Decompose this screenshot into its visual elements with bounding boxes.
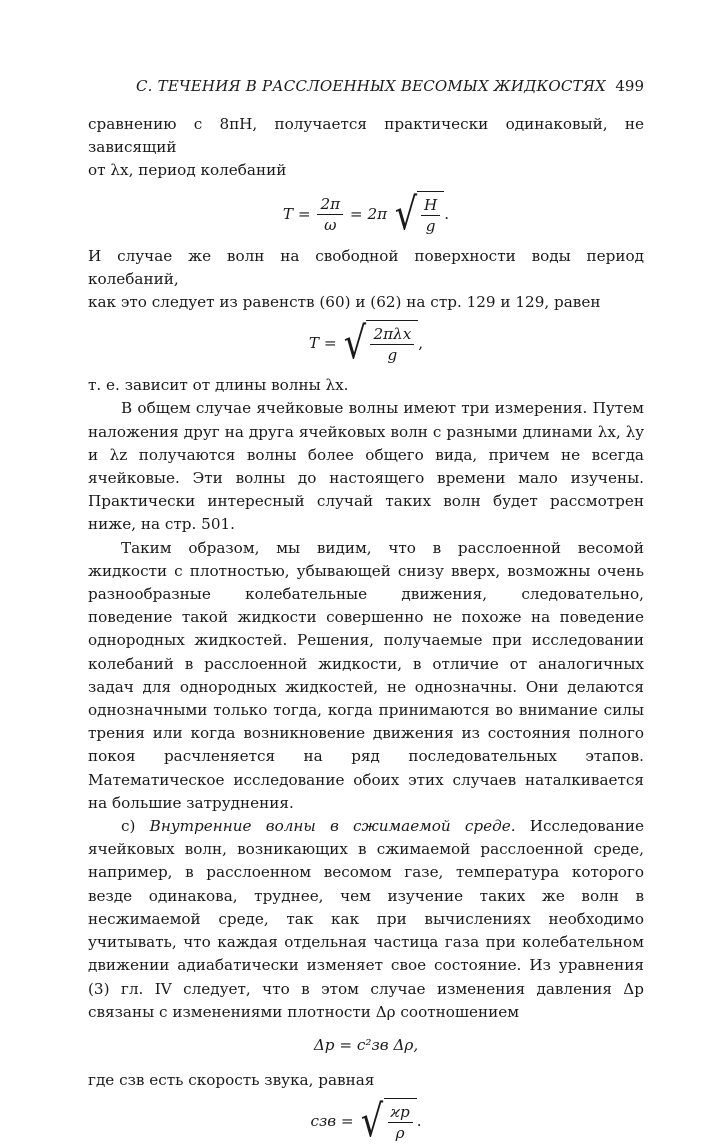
- equation-period-surface: T = √ $\frac{\text{2πλx}}{g}$ ,: [308, 318, 424, 370]
- paragraph: где cзв есть скорость звука, равная: [88, 1071, 375, 1090]
- eq-left: cзв =: [310, 1112, 354, 1131]
- equation-sound-speed: cзв = √ $\frac{ϰp}{\rho}$ .: [310, 1096, 422, 1147]
- eq-numerator: 2πλx: [370, 324, 414, 345]
- paragraph: т. е. зависит от длины волны λx.: [88, 376, 349, 395]
- paragraph-line: как это следует из равенств (60) и (62) на стр. 129 и 129, равен: [88, 293, 601, 312]
- eq-left: T =: [282, 204, 311, 223]
- section-text: Исследование ячейковых волн, возникающих в сжимаемой расслоенной среде, например, в расслоенном весомом газе, температура которого везде одинакова, труднее, чем изучение таких же волн в несжимаемой среде, так как при вычислениях необходимо учитывать, что каждая отдельная частица газа при колебательном движении адиабатически изменяет свое состояние. Из уравнения (3) гл. IV следует, что в этом случае изменения давления Δp связаны с изменениями плотности Δρ соотношением: [88, 817, 645, 1021]
- equation-pressure: Δp = c²зв Δρ,: [313, 1035, 419, 1054]
- eq-numerator: H: [421, 195, 440, 216]
- page-body: [88, 113, 644, 1146]
- paragraph-line: И случае же волн на свободной поверхности воды период колебаний,: [88, 246, 644, 288]
- paragraph-line: от λx, период колебаний: [88, 161, 287, 180]
- section-paragraph: [88, 815, 644, 1024]
- paragraph: В общем случае ячейковые волны имеют три измерения. Путем наложения друг на друга ячейковых волн с разными длинами λx, λy и λz получаются волны более общего вида, причем не всегда ячейковые. Эти волны до настоящего времени мало изучены. Практически интересный случай таких волн будет рассмотрен ниже, на стр. 501.: [88, 399, 644, 534]
- eq-numerator: 2π: [317, 194, 343, 215]
- sqrt-symbol: √ $\frac{\text{2πλx}}{g}$: [341, 320, 418, 368]
- eq-middle: = 2π: [349, 204, 388, 223]
- eq-fraction: [388, 1102, 413, 1143]
- eq-denominator: g: [425, 216, 436, 235]
- section-heading: Внутренние волны в сжимаемой среде.: [149, 817, 516, 836]
- paragraph: Таким образом, мы видим, что в расслоенной весомой жидкости с плотностью, убывающей снизу вверх, возможны очень разнообразные колебательные движения, следовательно, поведение такой жидкости совершенно не похоже на поведение однородных жидкостей. Решения, получаемые при исследовании колебаний в расслоенной жидкости, в отличие от аналогичных задач для однородных жидкостей, не однозначны. Они делаются однозначными только тогда, когда принимаются во внимание силы трения или когда возникновение движения из состояния полного покоя расчленяется на ряд последовательных этапов. Математическое исследование обоих этих случаев наталкивается на большие затруднения.: [88, 538, 644, 812]
- eq-fraction: [317, 194, 343, 235]
- eq-denominator: ω: [324, 216, 337, 235]
- chapter-title: С. ТЕЧЕНИЯ В РАССЛОЕННЫХ ВЕСОМЫХ ЖИДКОСТЯХ: [136, 77, 606, 95]
- eq-denominator: ρ: [395, 1124, 405, 1143]
- eq-fraction: [421, 195, 440, 236]
- paragraph-line: сравнению с 8πH, получается практически одинаковый, не зависящий: [88, 115, 644, 157]
- section-label: c): [121, 817, 136, 836]
- page-number: 499: [615, 77, 644, 95]
- sqrt-symbol: √ $\frac{ϰp}{\rho}$: [358, 1098, 416, 1146]
- eq-numerator: ϰp: [388, 1102, 413, 1123]
- eq-fraction: [370, 324, 414, 365]
- eq-left: T =: [308, 334, 337, 353]
- eq-denominator: g: [387, 346, 398, 365]
- equation-period: T = $\frac{2\pi}{\omega}$ = 2π √ $\frac{H}{g}$ .: [282, 188, 450, 240]
- sqrt-symbol: √ $\frac{H}{g}$: [392, 191, 444, 239]
